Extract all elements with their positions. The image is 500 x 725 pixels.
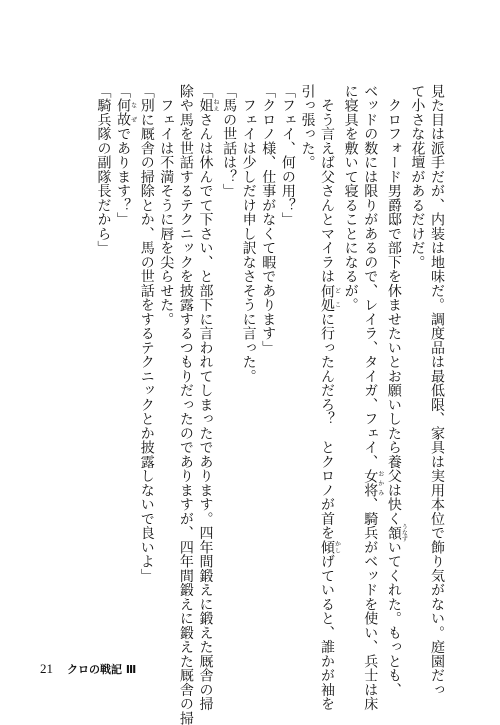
ruby-word [385, 523, 408, 542]
text-line-1: 見た目は派手だが、内装は地味だ。調度品は最低限、家具は実用本位で飾り気がない。庭園だっ [429, 84, 445, 697]
text-line-6 [316, 84, 341, 711]
text-line-13: 除や馬を世話するテクニックを披露するつもりだったのでありますが、四年間鍛えに鍛えた厩舎の掃 [177, 84, 194, 725]
text-line-7: 引っ張った。 [299, 84, 316, 170]
text-line-2: て小さな花壇があるだけだ。 [409, 84, 426, 270]
ruby-base: 何処 [319, 283, 336, 312]
ruby-word [319, 283, 341, 313]
running-title: クロの戦記 Ⅲ [67, 663, 137, 676]
text-segment: そう言えば父さんとマイラは [319, 84, 336, 284]
ruby-base: 頷 [385, 523, 402, 542]
ruby-reading: かし [333, 540, 341, 555]
text-line-4 [360, 84, 384, 711]
text-line-5: に寝具を敷いて寝ることになるが。 [342, 84, 359, 312]
text-segment: ベッドの数には限りがあるので、レイラ、タイガ、フェイ、 [362, 84, 379, 469]
ruby-base: 何故 [115, 98, 132, 127]
ruby-base: 女将 [362, 468, 379, 498]
ruby-word [115, 98, 137, 127]
text-segment: であります？」 [115, 126, 132, 227]
text-segment: 、騎兵がベッドを使い、兵士は床 [362, 497, 379, 711]
page-footer [40, 661, 136, 677]
text-line-8: 「フェイ、何の用？」 [279, 84, 296, 227]
page-number: 21 [40, 661, 53, 676]
text-segment: に行ったんだろ？ とクロノが首を [319, 312, 336, 540]
text-line-12 [195, 84, 219, 711]
text-segment: いてくれた。もっとも、 [385, 540, 402, 697]
ruby-reading: ねえ [211, 98, 219, 113]
text-segment: 「 [197, 84, 214, 99]
ruby-base: 傾 [319, 540, 336, 555]
ruby-word [362, 468, 384, 498]
ruby-reading: なぜ [129, 98, 137, 127]
ruby-reading: どこ [333, 283, 341, 312]
text-line-11: 「馬の世話は？」 [221, 84, 238, 198]
text-line-9: 「クロノ様、仕事がなくて暇であります」 [260, 84, 277, 355]
text-segment: 「 [115, 84, 132, 99]
text-line-10: フェイは少しだけ申し訳なさそうに言った。 [240, 84, 257, 384]
ruby-reading: おかみ [376, 468, 384, 498]
text-line-3 [383, 84, 408, 697]
ruby-word [197, 98, 219, 113]
ruby-word [319, 540, 341, 555]
text-segment: クロフォード男爵邸で部下を休ませたいとお願いしたら養父は快く [385, 84, 402, 526]
text-line-17: 「騎兵隊の副隊長だから」 [95, 84, 112, 255]
ruby-reading: うなず [400, 523, 408, 542]
text-line-16 [113, 84, 137, 554]
ruby-base: 姐 [197, 98, 214, 113]
text-segment: げていると、誰かが袖を [319, 554, 336, 711]
text-line-14: フェイは不満そうに唇を尖らせた。 [158, 84, 175, 327]
text-line-15: 「別に厩舎の掃除とか、馬の世話をするテクニックとか披露しないで良いよ」 [138, 84, 155, 583]
text-segment: さんは休んでて下さい、と部下に言われてしまったであります。四年間鍛えに鍛えた厩舎の掃 [197, 112, 214, 711]
